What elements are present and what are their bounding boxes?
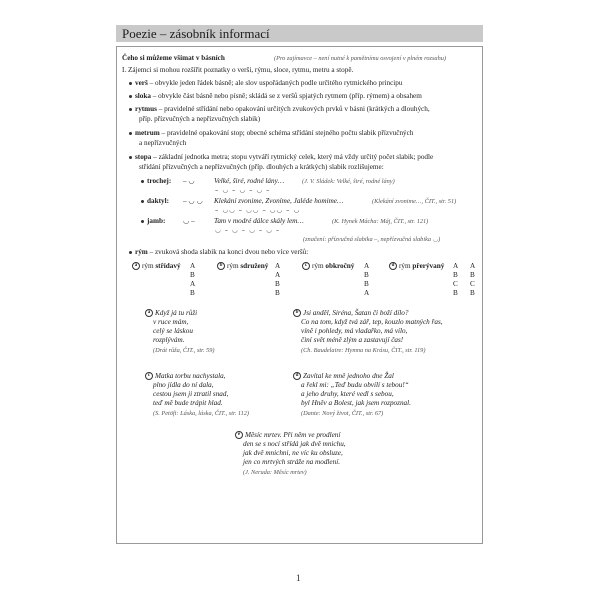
- rhyme-type-sdruzeny: b rým sdružený: [217, 262, 268, 271]
- term-rytmus-cont: příp. přízvučných a nepřízvučných slabik): [139, 115, 261, 123]
- bullet-icon: [129, 156, 132, 159]
- foot-daktyl-source: (Klekání zvonime…, ČIT., str. 51): [372, 198, 457, 205]
- circle-number-icon: e: [235, 431, 243, 439]
- bullet-icon: [129, 82, 132, 85]
- circle-number-icon: c: [145, 372, 153, 380]
- term-rytmus: rytmus – pravidelné střídání nebo opakování určitých zvukových prvků v básni (krátkých a dlouhých,: [129, 105, 430, 114]
- rhyme-letters-obkrocny: A B B A: [364, 262, 370, 297]
- circle-number-icon: b: [217, 262, 225, 270]
- bullet-icon: [129, 108, 132, 111]
- foot-jamb-source: (K. Hynek Mácha: Máj, ČIT., str. 121): [332, 218, 429, 225]
- poem-c: c Matka torbu nachystala, plno jídla do ní dala, cestou jsem ji ztratil snad, teď mě bude trápit hlad. (S. Petöfi: Láska, láska, ČIT., str. 112): [145, 372, 249, 418]
- content-frame: [116, 46, 483, 544]
- rhyme-type-stridavy: a rým střídavý: [132, 262, 181, 271]
- foot-daktyl: daktyl:: [141, 197, 169, 206]
- term-vers: verš – obvykle jeden řádek básně; ale slov uspořádaných podle určitého rytmického principu: [129, 79, 402, 88]
- rhyme-letters-prerývany-2: A B C B: [470, 262, 476, 297]
- poem-e: e Měsíc mrtev. Při něm ve prodlení den se s nocí střídá jak dvě mnichu, jak dvě mnichni, ne víc ku obsluze, jen co mrtvých stráže na modlení. (J. Neruda: Měsíc mrtev): [235, 431, 346, 477]
- bullet-icon: [141, 200, 144, 203]
- rhyme-type-prerývany: d rým přerývaný: [389, 262, 444, 271]
- stress-note: (značení: přízvučná slabika –, nepřízvučná slabika ◡): [303, 236, 441, 243]
- foot-jamb: jamb:: [141, 217, 165, 226]
- foot-trochej-example: Velké, širé, rodné lány…: [214, 177, 285, 185]
- bullet-icon: [141, 220, 144, 223]
- poem-d: d Zavítal ke mně jednoho dne Žal a řekl mi: „Teď budu obvílí s tebou!“ a jeho druhy, které vedl s sebou, byl Hněv a Bolest, jak jsem rozpoznal. (Dante: Nový život, ČIT., str. 67): [293, 372, 411, 418]
- rhyme-letters-sdruzeny: A A B B: [275, 262, 281, 297]
- bullet-icon: [129, 251, 132, 254]
- foot-daktyl-symbol: – ◡ ◡: [183, 197, 203, 205]
- bullet-icon: [129, 95, 132, 98]
- foot-jamb-symbol: ◡ –: [183, 217, 195, 225]
- term-sloka: sloka – obvykle část básně nebo písně; skládá se z veršů spjatých rytmem (příp. rýmem) a obsahem: [129, 92, 422, 101]
- circle-number-icon: a: [132, 262, 140, 270]
- circle-number-icon: b: [293, 309, 301, 317]
- rhyme-letters-stridavy: A B A B: [190, 262, 196, 297]
- foot-trochej: trochej:: [141, 177, 171, 186]
- poem-b: b Jsi anděl, Siréna, Šatan či boží dílo? Co na tom, když tvá zář, tep, kouzlo matných řas, víně i pohledy, má vladařko, má vílo, činí svět méně zlým a zastavují čas! (Ch. Baudelaire: Hymna na Krásu, ČIT., str. 119): [293, 309, 443, 355]
- foot-trochej-source: (J. V. Sládek: Velké, širé, rodné lány): [302, 178, 395, 185]
- bullet-icon: [129, 132, 132, 135]
- section-intro: I. Zájemci si mohou rozšířit poznatky o verši, rýmu, sloce, rytmu, metru a stopě.: [122, 66, 354, 74]
- rhyme-type-obkrocny: c rým obkročný: [302, 262, 354, 271]
- term-rym: rým – zvuková shoda slabik na konci dvou nebo více veršů:: [129, 248, 308, 257]
- page-title: Poezie – zásobník informací: [122, 26, 270, 41]
- foot-jamb-example: Tam v modré dálce skály lem…: [214, 217, 304, 225]
- term-stopa-cont: střídání přízvučných a nepřízvučných (příp. dlouhých a krátkých) slabik rozlišujeme:: [139, 163, 384, 171]
- foot-trochej-symbol: – ◡: [183, 177, 195, 185]
- section-heading: Čeho si můžeme všímat v básních: [122, 54, 225, 62]
- circle-number-icon: c: [302, 262, 310, 270]
- foot-daktyl-example: Klekání zvonime, Zvoníme, Jaléde homime…: [214, 197, 344, 205]
- foot-daktyl-meter: – ◡◡ – ◡◡ – ◡◡ – ◡: [215, 206, 301, 214]
- title-bar: [116, 25, 483, 42]
- term-metrum-cont: a nepřízvučných: [139, 139, 187, 147]
- section-note: (Pro zajímavce – není nutné k pamětnímu osvojení v plném rozsahu): [274, 55, 446, 62]
- rhyme-letters-prerývany: A B C B: [453, 262, 459, 297]
- term-metrum: metrum – pravidelné opakování stop; obecné schéma střídání stejného počtu slabik přízvučných: [129, 129, 413, 138]
- poem-a: a Když já tu růži v ruce mám, celý se láskou rozplývám. (Drát růža, ČIT., str. 59): [145, 309, 214, 355]
- term-stopa: stopa – základní jednotka metra; stopu vytváří rytmický celek, který má vždy určitý počet slabik; podle: [129, 153, 433, 162]
- foot-trochej-meter: – ◡ – ◡ – ◡ –: [215, 186, 271, 194]
- circle-number-icon: a: [145, 309, 153, 317]
- bullet-icon: [141, 180, 144, 183]
- circle-number-icon: d: [293, 372, 301, 380]
- circle-number-icon: d: [389, 262, 397, 270]
- foot-jamb-meter: ◡ – ◡ – ◡ – ◡ –: [215, 226, 281, 234]
- page-number: 1: [296, 573, 301, 583]
